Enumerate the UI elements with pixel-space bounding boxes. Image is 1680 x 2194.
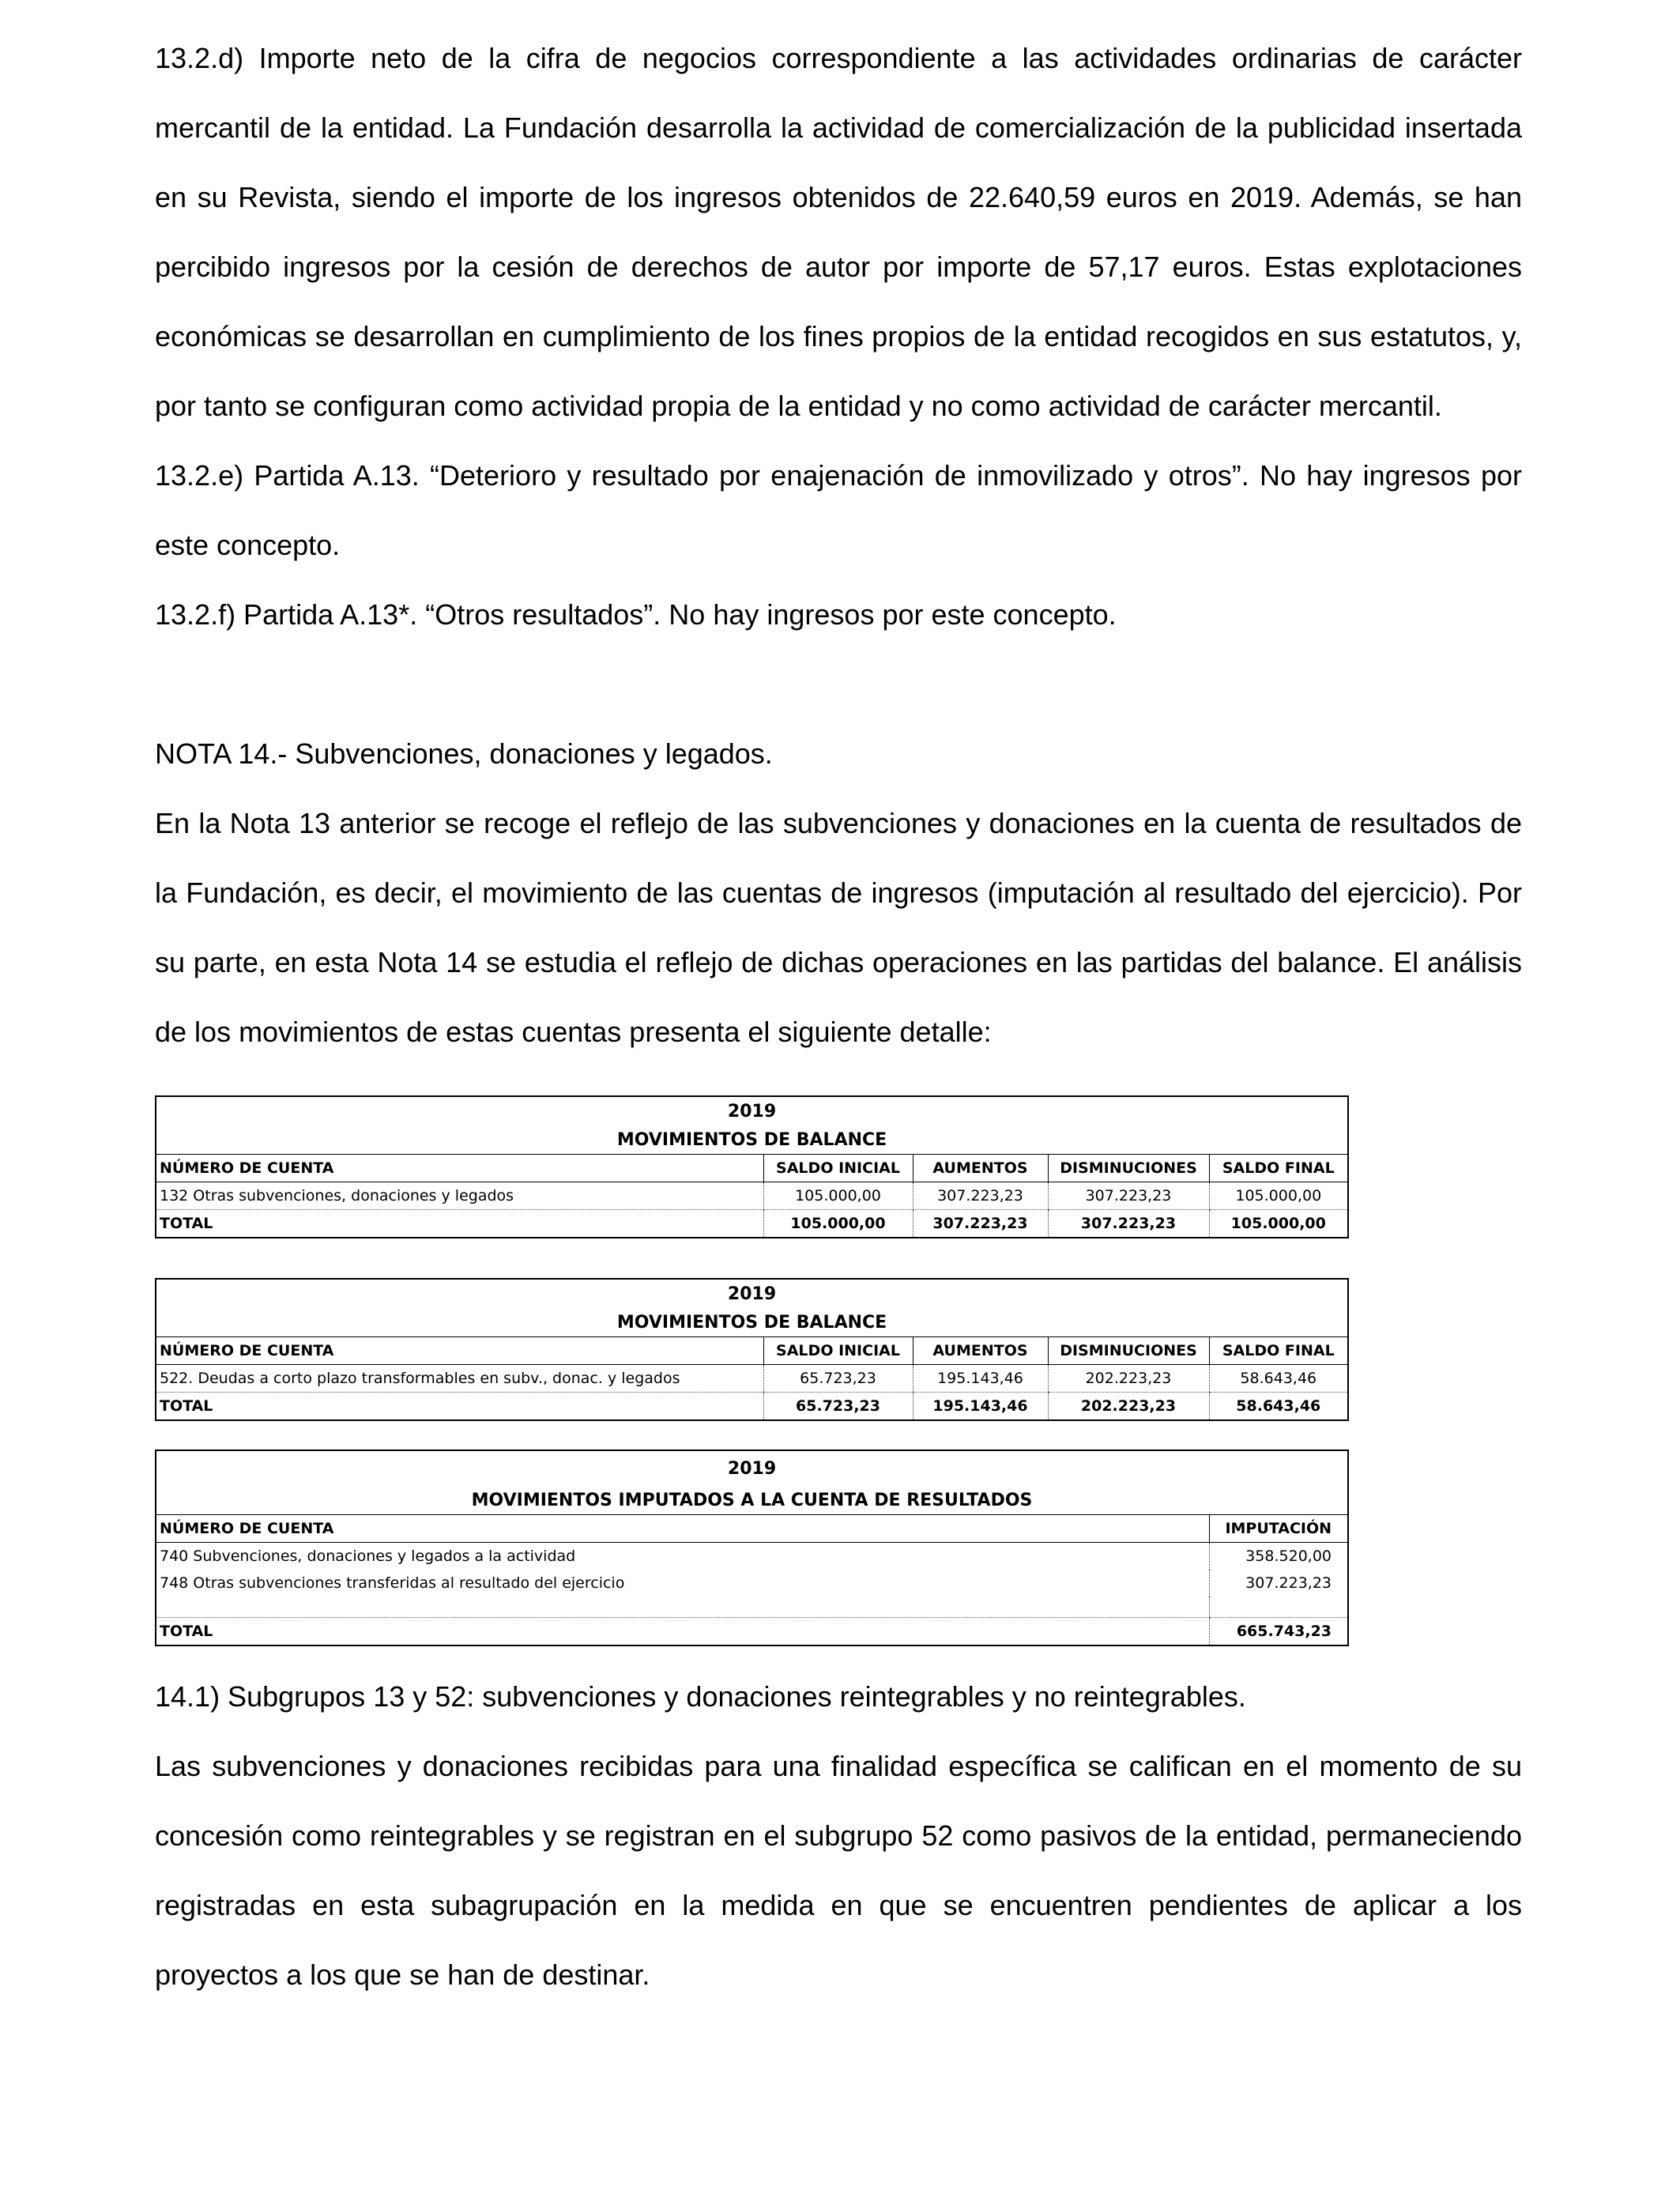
income-imputation-table bbox=[155, 1449, 1349, 1646]
total-closing-balance: 58.643,46 bbox=[1209, 1393, 1348, 1421]
col-header-decreases: DISMINUCIONES bbox=[1048, 1337, 1209, 1365]
table-title: MOVIMIENTOS DE BALANCE bbox=[156, 1308, 1348, 1337]
spacer bbox=[155, 650, 1522, 719]
total-label: TOTAL bbox=[160, 1623, 213, 1640]
account-name: 748 Otras subvenciones transferidas al resultado del ejercicio bbox=[160, 1574, 625, 1592]
col-header-imputation: IMPUTACIÓN bbox=[1209, 1515, 1348, 1543]
col-header-closing-balance: SALDO FINAL bbox=[1209, 1337, 1348, 1365]
total-row bbox=[156, 1618, 1348, 1646]
account-name: 132 Otras subvenciones, donaciones y legados bbox=[156, 1182, 763, 1210]
balance-movements-table-132 bbox=[155, 1095, 1349, 1238]
section-14-1-body: Las subvenciones y donaciones recibidas para una finalidad específica se califican en el momento de su concesión como reintegrables y se registran en el subgrupo 52 como pasivos de la entidad, permaneciendo registradas en esta subagrupación en la medida en que se encuentren pendientes de aplicar a los proyectos a los que se han de destinar. bbox=[155, 1750, 1522, 1991]
section-14-1-heading: 14.1) Subgrupos 13 y 52: subvenciones y donaciones reintegrables y no reintegrables. bbox=[155, 1680, 1246, 1713]
total-closing-balance: 105.000,00 bbox=[1209, 1210, 1348, 1238]
balance-movements-table-522 bbox=[155, 1278, 1349, 1421]
col-header-opening-balance: SALDO INICIAL bbox=[763, 1337, 913, 1365]
col-header-closing-balance: SALDO FINAL bbox=[1209, 1155, 1348, 1182]
col-header-account: NÚMERO DE CUENTA bbox=[156, 1515, 1209, 1543]
note-14-intro: En la Nota 13 anterior se recoge el reflejo de las subvenciones y donaciones en la cuenta de resultados de la Fundación, es decir, el movimiento de las cuentas de ingresos (imputación al resultado del ejercicio). Por su parte, en esta Nota 14 se estudia el reflejo de dichas operaciones en las partidas del balance. El análisis de los movimientos de estas cuentas presenta el siguiente detalle: bbox=[155, 807, 1522, 1048]
col-header-increases: AUMENTOS bbox=[913, 1337, 1048, 1365]
imputation-amount: 307.223,23 bbox=[1209, 1570, 1348, 1596]
decreases: 307.223,23 bbox=[1048, 1182, 1209, 1210]
account-name: 740 Subvenciones, donaciones y legados a la actividad bbox=[160, 1547, 576, 1565]
total-decreases: 307.223,23 bbox=[1048, 1210, 1209, 1238]
imputation-amount: 358.520,00 bbox=[1209, 1543, 1348, 1570]
col-header-account: NÚMERO DE CUENTA bbox=[156, 1155, 763, 1182]
increases: 195.143,46 bbox=[913, 1365, 1048, 1393]
paragraph-13-2-e: 13.2.e) Partida A.13. “Deterioro y resultado por enajenación de inmovilizado y otros”. No hay ingresos por este concepto. bbox=[155, 459, 1522, 561]
account-name: 522. Deudas a corto plazo transformables en subv., donac. y legados bbox=[156, 1365, 763, 1393]
table-title: MOVIMIENTOS DE BALANCE bbox=[156, 1125, 1348, 1155]
increases: 307.223,23 bbox=[913, 1182, 1048, 1210]
total-decreases: 202.223,23 bbox=[1048, 1393, 1209, 1421]
paragraph-13-2-f: 13.2.f) Partida A.13*. “Otros resultados”. No hay ingresos por este concepto. bbox=[155, 598, 1117, 631]
total-row bbox=[156, 1393, 1348, 1421]
note-14-heading: NOTA 14.- Subvenciones, donaciones y legados. bbox=[155, 737, 773, 770]
total-imputation: 665.743,23 bbox=[1209, 1618, 1348, 1646]
col-header-opening-balance: SALDO INICIAL bbox=[763, 1155, 913, 1182]
table-year: 2019 bbox=[727, 1458, 777, 1479]
decreases: 202.223,23 bbox=[1048, 1365, 1209, 1393]
table-year: 2019 bbox=[727, 1101, 777, 1122]
opening-balance: 105.000,00 bbox=[763, 1182, 913, 1210]
total-increases: 195.143,46 bbox=[913, 1393, 1048, 1421]
table-year: 2019 bbox=[727, 1284, 777, 1304]
col-header-decreases: DISMINUCIONES bbox=[1048, 1155, 1209, 1182]
col-header-increases: AUMENTOS bbox=[913, 1155, 1048, 1182]
total-opening-balance: 105.000,00 bbox=[763, 1210, 913, 1238]
total-label: TOTAL bbox=[160, 1215, 213, 1232]
table-row bbox=[156, 1543, 1348, 1570]
closing-balance: 105.000,00 bbox=[1209, 1182, 1348, 1210]
total-opening-balance: 65.723,23 bbox=[763, 1393, 913, 1421]
closing-balance: 58.643,46 bbox=[1209, 1365, 1348, 1393]
total-label: TOTAL bbox=[160, 1397, 213, 1415]
table-row bbox=[156, 1182, 1348, 1210]
paragraph-13-2-d: 13.2.d) Importe neto de la cifra de negocios correspondiente a las actividades ordinarias de carácter mercantil de la entidad. La Fundación desarrolla la actividad de comercialización de la publicidad insertada en su Revista, siendo el importe de los ingresos obtenidos de 22.640,59 euros en 2019. Además, se han percibido ingresos por la cesión de derechos de autor por importe de 57,17 euros. Estas explotaciones económicas se desarrollan en cumplimiento de los fines propios de la entidad recogidos en sus estatutos, y, por tanto se configuran como actividad propia de la entidad y no como actividad de carácter mercantil. bbox=[155, 42, 1522, 422]
table-title: MOVIMIENTOS IMPUTADOS A LA CUENTA DE RESULTADOS bbox=[156, 1486, 1348, 1515]
table-row bbox=[156, 1570, 1348, 1596]
total-row bbox=[156, 1210, 1348, 1238]
document-page bbox=[155, 24, 1522, 2010]
total-increases: 307.223,23 bbox=[913, 1210, 1048, 1238]
table-row bbox=[156, 1365, 1348, 1393]
opening-balance: 65.723,23 bbox=[763, 1365, 913, 1393]
col-header-account: NÚMERO DE CUENTA bbox=[156, 1337, 763, 1365]
